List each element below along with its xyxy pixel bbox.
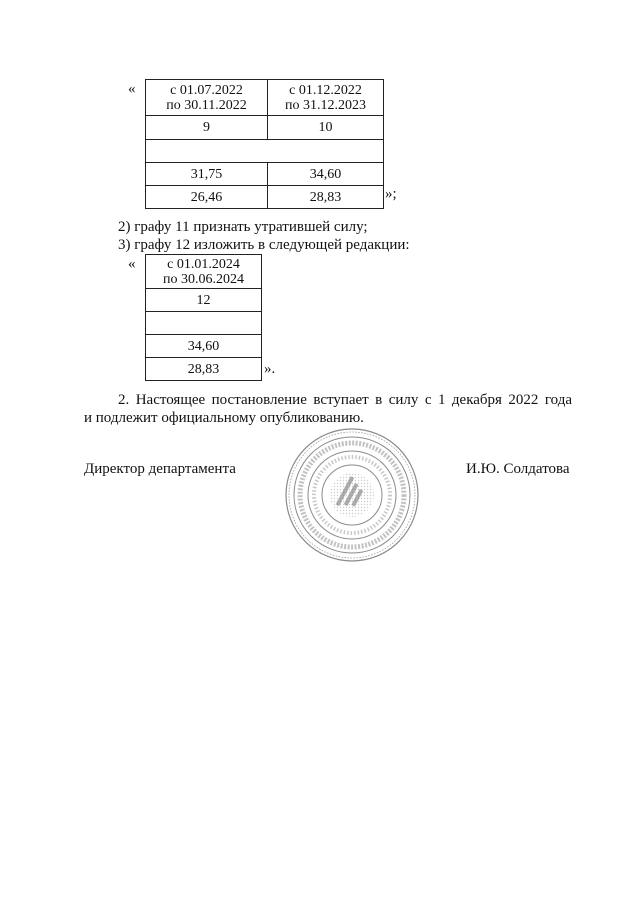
table1-column-number-9: 9: [146, 116, 268, 140]
official-seal-icon: [282, 425, 422, 570]
signature-name: И.Ю. Солдатова: [466, 461, 570, 477]
table1-header-period-1: с 01.07.2022 по 30.11.2022: [146, 80, 268, 116]
table2-row1-value: 34,60: [146, 335, 262, 358]
table2-empty-row: [146, 312, 262, 335]
table2-close-quote: ».: [264, 361, 276, 377]
table1-close-quote: »;: [385, 186, 397, 202]
tariff-table-1: [145, 79, 384, 209]
table1-row1-value-1: 31,75: [146, 163, 268, 186]
table1-header-period-2: с 01.12.2022 по 31.12.2023: [268, 80, 384, 116]
tariff-table-2: [145, 254, 262, 381]
signature-position: Директор департамента: [84, 461, 236, 477]
table2-header-period: с 01.01.2024 по 30.06.2024: [146, 255, 262, 289]
table1-empty-row: [146, 140, 384, 163]
table1-row1-value-2: 34,60: [268, 163, 384, 186]
table1-row2-value-2: 28,83: [268, 186, 384, 209]
table2-column-number-12: 12: [146, 289, 262, 312]
table2-row2-value: 28,83: [146, 358, 262, 381]
item-3-text: 3) графу 12 изложить в следующей редакции:: [118, 237, 410, 253]
paragraph-2-line-2: и подлежит официальному опубликованию.: [84, 410, 364, 426]
table1-row2-value-1: 26,46: [146, 186, 268, 209]
table1-column-number-10: 10: [268, 116, 384, 140]
table1-open-quote: «: [128, 81, 136, 97]
item-2-text: 2) графу 11 признать утратившей силу;: [118, 219, 368, 235]
table2-open-quote: «: [128, 256, 136, 272]
paragraph-2-line-1: 2. Настоящее постановление вступает в силу с 1 декабря 2022 года: [118, 392, 572, 408]
